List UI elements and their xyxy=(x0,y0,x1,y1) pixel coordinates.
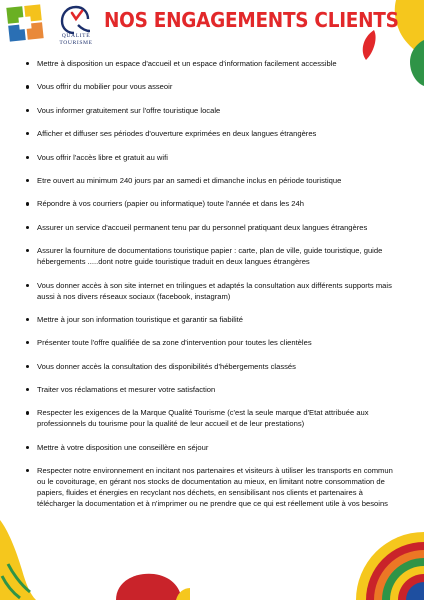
list-item: Présenter toute l'offre qualifiée de sa zone d'intervention pour toutes les clientèles xyxy=(26,337,394,348)
list-item: Vous informer gratuitement sur l'offre touristique locale xyxy=(26,105,394,116)
bottom-left-decoration xyxy=(0,520,60,600)
list-item: Mettre à votre disposition une conseillère en séjour xyxy=(26,442,394,453)
logo-line2: TOURISME xyxy=(59,40,93,46)
list-item: Etre ouvert au minimum 240 jours par an samedi et dimanche inclus en période touristique xyxy=(26,175,394,186)
bottom-right-decoration xyxy=(354,510,424,600)
list-item: Mettre à disposition un espace d'accueil et un espace d'information facilement accessible xyxy=(26,58,394,69)
list-item: Respecter les exigences de la Marque Qualité Tourisme (c'est la seule marque d'Etat attribuée aux professionnels du tourisme pour la qualité de leur accueil et de leur prestations) xyxy=(26,407,394,429)
squares-logo-icon xyxy=(6,4,44,42)
page-title: NOS ENGAGEMENTS CLIENTS xyxy=(104,8,399,32)
list-item: Traiter vos réclamations et mesurer votre satisfaction xyxy=(26,384,394,395)
commitments-list xyxy=(26,58,394,522)
list-item: Vous donner accès à son site internet en trilingues et adaptés la consultation aux différents supports mais aussi à nos divers réseaux sociaux (facebook, instagram) xyxy=(26,280,394,302)
list-item: Assurer un service d'accueil permanent tenu par du personnel pratiquant deux langues étrangères xyxy=(26,222,394,233)
list-item: Respecter notre environnement en incitant nos partenaires et visiteurs à utiliser les transports en commun ou le covoiturage, en gérant nos stocks de documentation au mieux, en limitant notre consommation de papiers, fluides et énergies en recyclant nos déchets, en sensibilisant nos clients et partenaires à télécharger la documentation et à n'imprimer ou ne prendre que ce qui est réellement utile à vos besoins xyxy=(26,465,394,509)
list-item: Mettre à jour son information touristique et garantir sa fiabilité xyxy=(26,314,394,325)
list-item: Afficher et diffuser ses périodes d'ouverture exprimées en deux langues étrangères xyxy=(26,128,394,139)
list-item: Répondre à vos courriers (papier ou informatique) toute l'année et dans les 24h xyxy=(26,198,394,209)
list-item: Vous offrir l'accès libre et gratuit au wifi xyxy=(26,152,394,163)
bottom-center-decoration xyxy=(110,568,190,600)
list-item: Vous offrir du mobilier pour vous asseoir xyxy=(26,81,394,92)
list-item: Assurer la fourniture de documentations touristique papier : carte, plan de ville, guide touristique, guide hébergements .....dont notre guide touristique traduit en deux langues étrangères xyxy=(26,245,394,267)
list-item: Vous donner accès la consultation des disponibilités d'hébergements classés xyxy=(26,361,394,372)
logo-line1: QUALITÉ xyxy=(61,33,91,39)
